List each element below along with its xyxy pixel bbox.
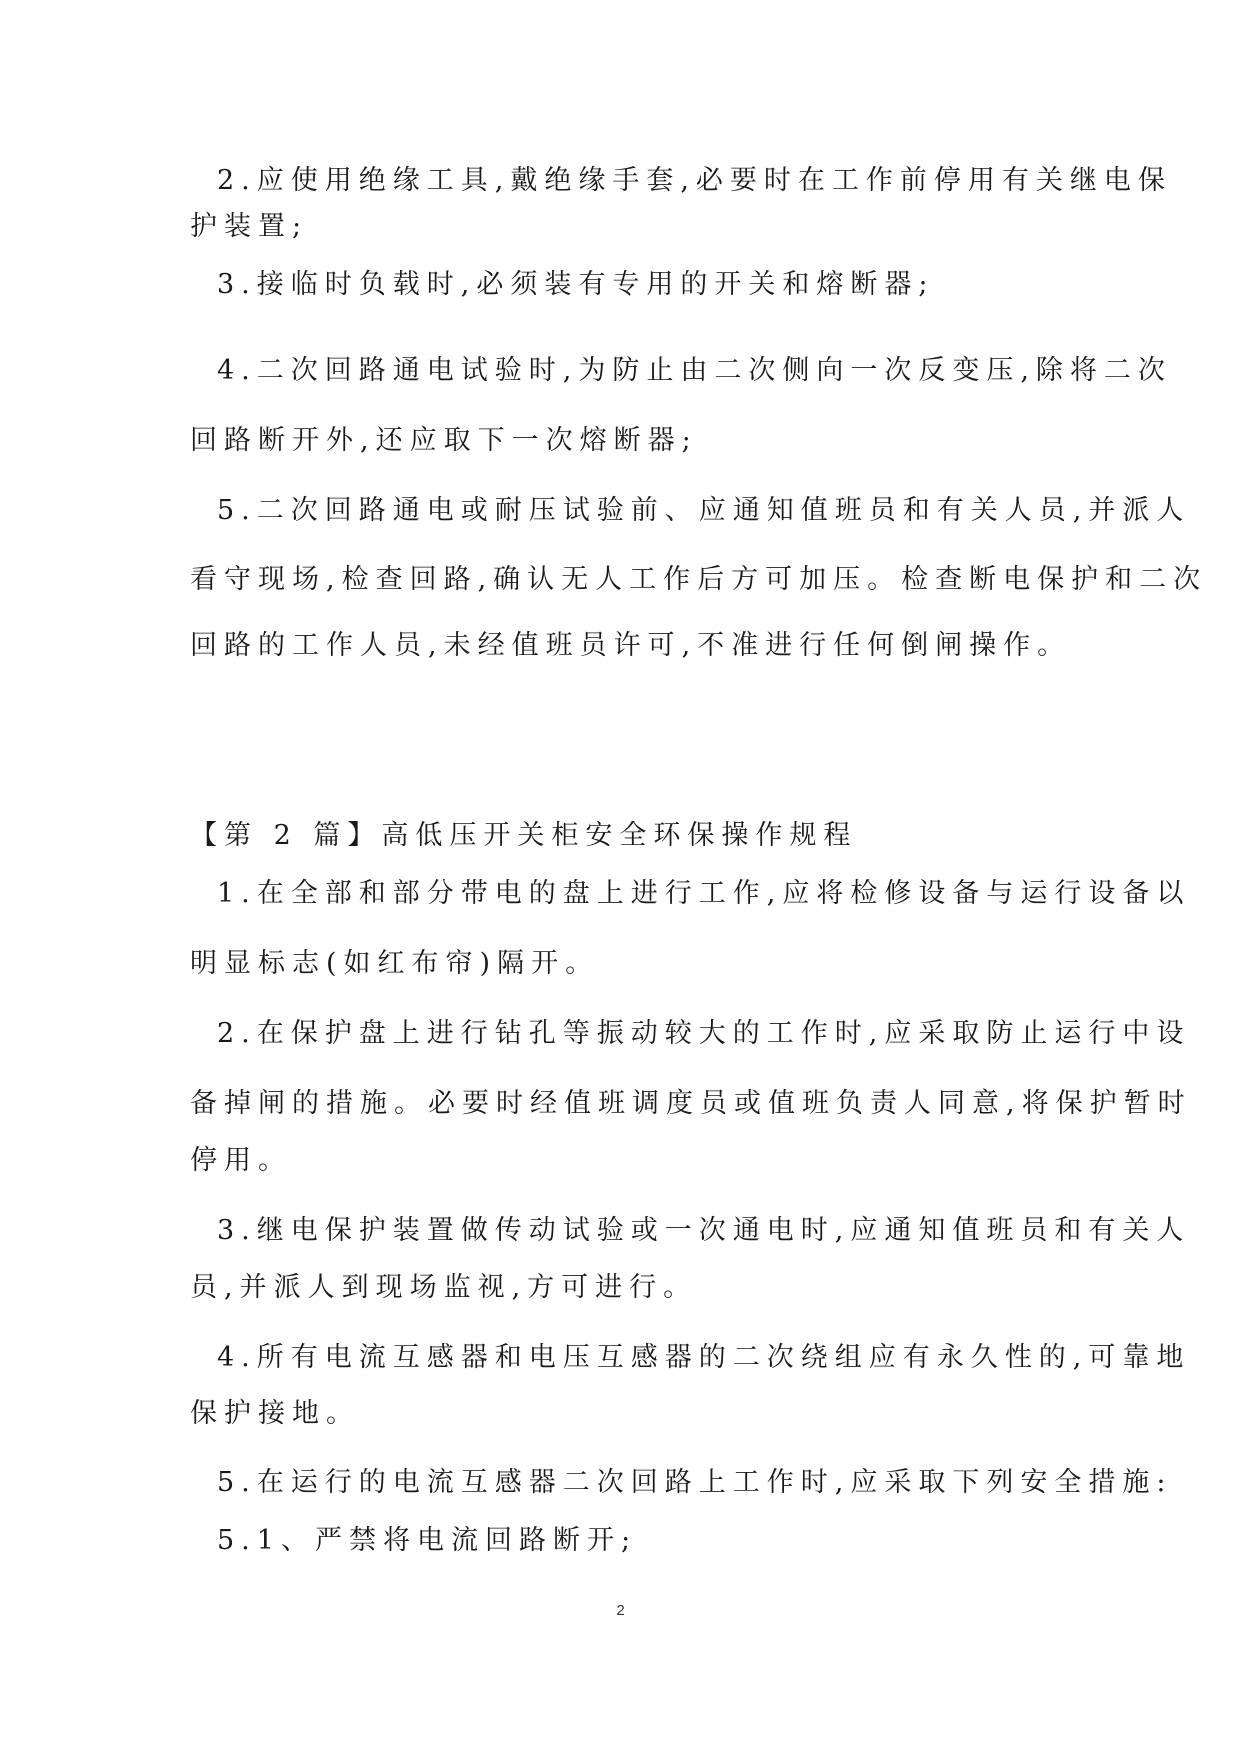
page-number: 2 xyxy=(616,1602,625,1619)
paragraph-line: 停用。 xyxy=(190,1145,292,1176)
paragraph-line: 明显标志(如红布帘)隔开。 xyxy=(190,948,600,979)
paragraph-line: 5.1、严禁将电流回路断开; xyxy=(217,1525,638,1556)
paragraph-line: 5.在运行的电流互感器二次回路上工作时,应采取下列安全措施: xyxy=(217,1467,1173,1498)
section-heading: 【第 2 篇】高低压开关柜安全环保操作规程 xyxy=(190,820,858,851)
paragraph-line: 3.接临时负载时,必须装有专用的开关和熔断器; xyxy=(217,269,935,300)
paragraph-line: 2.应使用绝缘工具,戴绝缘手套,必要时在工作前停用有关继电保 xyxy=(217,165,1172,196)
paragraph-line: 1.在全部和部分带电的盘上进行工作,应将检修设备与运行设备以 xyxy=(217,878,1191,909)
paragraph-line: 2.在保护盘上进行钻孔等振动较大的工作时,应采取防止运行中设 xyxy=(217,1018,1191,1049)
paragraph-line: 护装置; xyxy=(190,211,309,242)
paragraph-line: 4.二次回路通电试验时,为防止由二次侧向一次反变压,除将二次 xyxy=(217,355,1172,386)
paragraph-line: 3.继电保护装置做传动试验或一次通电时,应通知值班员和有关人 xyxy=(217,1215,1191,1246)
paragraph-line: 保护接地。 xyxy=(190,1398,360,1429)
paragraph-line: 回路断开外,还应取下一次熔断器; xyxy=(190,425,698,456)
paragraph-line: 5.二次回路通电或耐压试验前、应通知值班员和有关人员,并派人 xyxy=(217,495,1191,526)
paragraph-line: 看守现场,检查回路,确认无人工作后方可加压。检查断电保护和二次 xyxy=(190,564,1208,595)
paragraph-line: 备掉闸的措施。必要时经值班调度员或值班负责人同意,将保护暂时 xyxy=(190,1088,1192,1119)
paragraph-line: 回路的工作人员,未经值班员许可,不准进行任何倒闸操作。 xyxy=(190,630,1072,661)
paragraph-line: 4.所有电流互感器和电压互感器的二次绕组应有永久性的,可靠地 xyxy=(217,1342,1191,1373)
paragraph-line: 员,并派人到现场监视,方可进行。 xyxy=(190,1272,698,1303)
